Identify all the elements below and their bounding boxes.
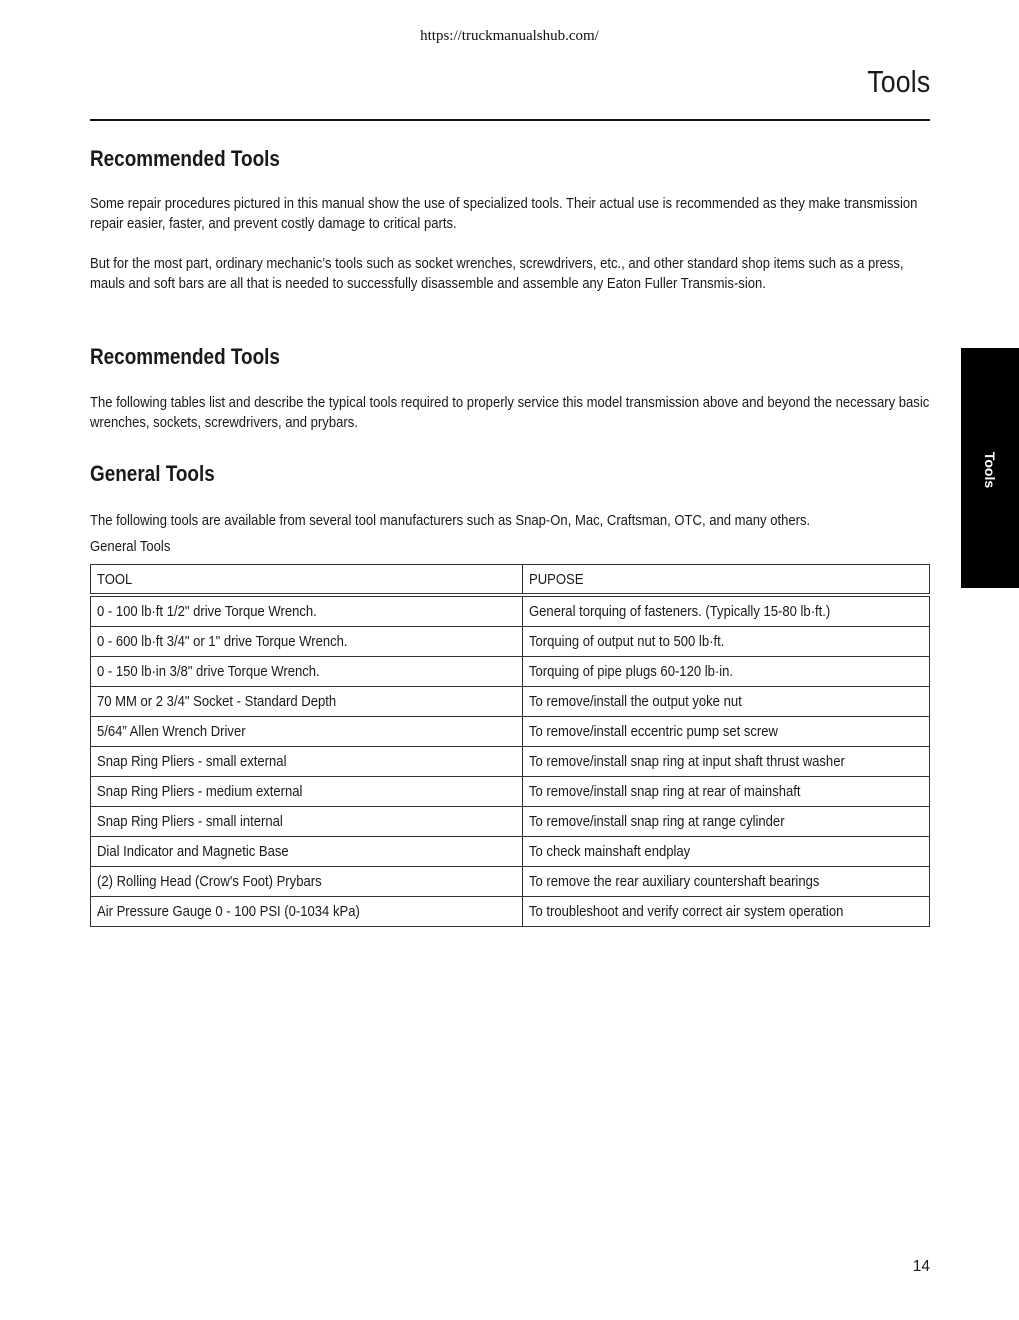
table-caption: General Tools <box>90 538 171 555</box>
purpose-cell: General torquing of fasteners. (Typically 15-80 lb·ft.) <box>523 595 930 627</box>
table-row <box>91 687 930 717</box>
table-row <box>91 717 930 747</box>
tool-cell: 0 - 100 lb·ft 1/2" drive Torque Wrench. <box>91 595 523 627</box>
paragraph <box>90 511 930 531</box>
table-row <box>91 807 930 837</box>
tool-cell: Air Pressure Gauge 0 - 100 PSI (0-1034 kPa) <box>91 897 523 927</box>
purpose-cell: Torquing of pipe plugs 60-120 lb·in. <box>523 657 930 687</box>
tool-cell: Dial Indicator and Magnetic Base <box>91 837 523 867</box>
table-row <box>91 747 930 777</box>
paragraph-text: The following tools are available from several tool manufacturers such as Snap-On, Mac, Craftsman, OTC, and many others. <box>90 512 811 529</box>
table-row <box>91 897 930 927</box>
section-recommended-tools-2 <box>90 344 930 370</box>
table-header-row <box>91 565 930 596</box>
paragraph-text: The following tables list and describe the typical tools required to properly service this model transmission above and beyond the necessary basic wrenches, sockets, screwdrivers, and prybars. <box>90 394 930 431</box>
tool-cell: 70 MM or 2 3/4" Socket - Standard Depth <box>91 687 523 717</box>
source-url: https://truckmanualshub.com/ <box>420 28 599 44</box>
purpose-cell: To check mainshaft endplay <box>523 837 930 867</box>
paragraph <box>90 393 930 433</box>
section-heading: General Tools <box>90 461 215 486</box>
general-tools-table <box>90 564 930 927</box>
purpose-cell: To remove/install snap ring at input shaft thrust washer <box>523 747 930 777</box>
purpose-cell: To remove/install snap ring at rear of mainshaft <box>523 777 930 807</box>
section-heading: Recommended Tools <box>90 344 280 369</box>
purpose-cell: To remove/install the output yoke nut <box>523 687 930 717</box>
purpose-cell: To remove/install snap ring at range cylinder <box>523 807 930 837</box>
tool-cell: (2) Rolling Head (Crow's Foot) Prybars <box>91 867 523 897</box>
table-row <box>91 867 930 897</box>
page-title: Tools <box>866 64 930 99</box>
column-header-tool: TOOL <box>91 565 523 596</box>
page-number: 14 <box>912 1258 930 1275</box>
tool-cell: 0 - 600 lb·ft 3/4" or 1" drive Torque Wrench. <box>91 627 523 657</box>
tool-cell: Snap Ring Pliers - small internal <box>91 807 523 837</box>
purpose-cell: To troubleshoot and verify correct air system operation <box>523 897 930 927</box>
table-row <box>91 837 930 867</box>
paragraph <box>90 254 930 294</box>
section-general-tools <box>90 461 930 487</box>
section-heading: Recommended Tools <box>90 146 280 171</box>
paragraph <box>90 194 930 234</box>
tool-cell: Snap Ring Pliers - small external <box>91 747 523 777</box>
table-body <box>91 595 930 927</box>
purpose-cell: Torquing of output nut to 500 lb·ft. <box>523 627 930 657</box>
title-divider <box>90 119 930 121</box>
table-row <box>91 657 930 687</box>
section-recommended-tools-1 <box>90 146 930 172</box>
column-header-purpose: PUPOSE <box>523 565 930 596</box>
table-row <box>91 777 930 807</box>
tool-cell: 0 - 150 lb·in 3/8" drive Torque Wrench. <box>91 657 523 687</box>
paragraph-text: But for the most part, ordinary mechanic’s tools such as socket wrenches, screwdrivers, etc., and other standard shop items such as a press, mauls and soft bars are all that is needed to successfully disassemble and assemble any Eaton Fuller Transmis-sion. <box>90 255 904 292</box>
table-row <box>91 627 930 657</box>
tool-cell: 5/64” Allen Wrench Driver <box>91 717 523 747</box>
purpose-cell: To remove the rear auxiliary countershaft bearings <box>523 867 930 897</box>
side-tab-label: Tools <box>982 451 998 489</box>
table-row <box>91 595 930 627</box>
tool-cell: Snap Ring Pliers - medium external <box>91 777 523 807</box>
purpose-cell: To remove/install eccentric pump set screw <box>523 717 930 747</box>
paragraph-text: Some repair procedures pictured in this manual show the use of specialized tools. Their actual use is recommended as they make transmission repair easier, faster, and prevent costly damage to critical parts. <box>90 195 918 232</box>
